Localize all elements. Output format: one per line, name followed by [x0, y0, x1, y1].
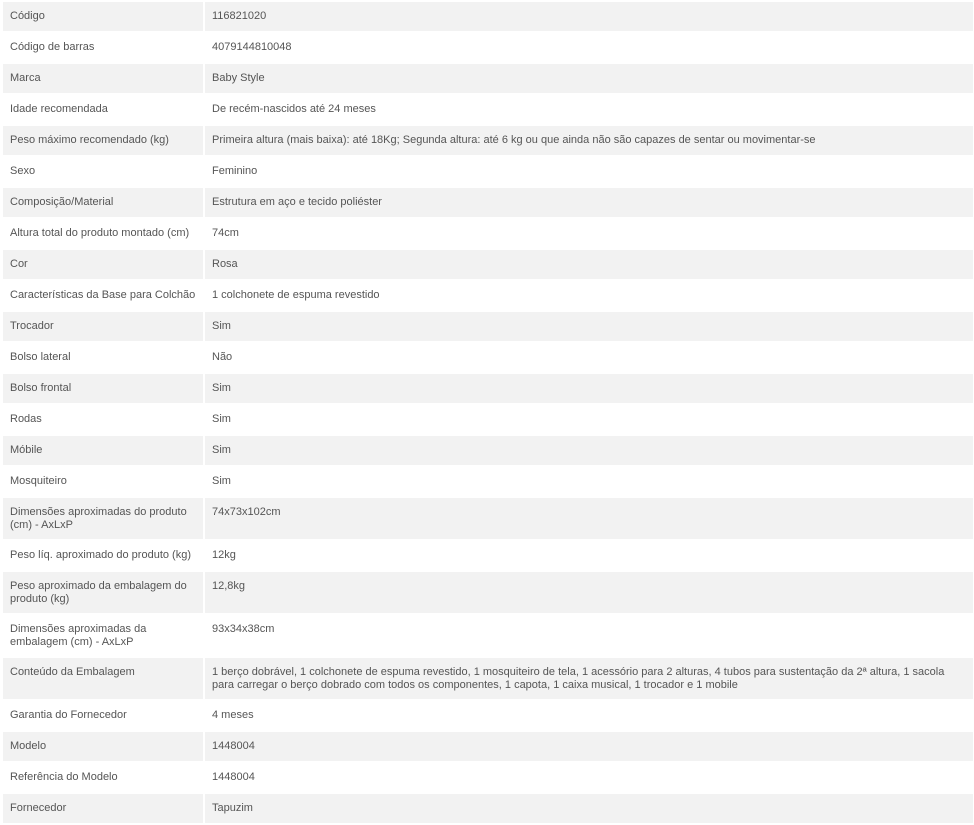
table-row [3, 794, 973, 823]
spec-value: Baby Style [205, 64, 973, 93]
table-row [3, 436, 973, 465]
spec-value: Rosa [205, 250, 973, 279]
spec-label: Sexo [3, 157, 205, 186]
table-row [3, 95, 973, 124]
spec-value: 12,8kg [205, 572, 973, 613]
spec-label: Rodas [3, 405, 205, 434]
spec-label: Cor [3, 250, 205, 279]
table-row [3, 33, 973, 62]
spec-value: Sim [205, 467, 973, 496]
spec-value: Feminino [205, 157, 973, 186]
table-row [3, 281, 973, 310]
spec-label: Peso líq. aproximado do produto (kg) [3, 541, 205, 570]
spec-label: Bolso frontal [3, 374, 205, 403]
spec-label: Trocador [3, 312, 205, 341]
table-row [3, 126, 973, 155]
spec-label: Móbile [3, 436, 205, 465]
product-spec-table [3, 0, 973, 825]
table-row [3, 541, 973, 570]
table-row [3, 64, 973, 93]
spec-label: Conteúdo da Embalagem [3, 658, 205, 699]
table-row [3, 2, 973, 31]
table-row [3, 343, 973, 372]
spec-label: Idade recomendada [3, 95, 205, 124]
spec-value: Primeira altura (mais baixa): até 18Kg; Segunda altura: até 6 kg ou que ainda não são capazes de sentar ou movimentar-se [205, 126, 973, 155]
spec-value: 116821020 [205, 2, 973, 31]
spec-value: Tapuzim [205, 794, 973, 823]
table-row [3, 498, 973, 539]
spec-label: Bolso lateral [3, 343, 205, 372]
spec-label: Composição/Material [3, 188, 205, 217]
spec-value: Não [205, 343, 973, 372]
spec-value: 12kg [205, 541, 973, 570]
table-row [3, 374, 973, 403]
spec-value: 93x34x38cm [205, 615, 973, 656]
table-row [3, 615, 973, 656]
table-row [3, 312, 973, 341]
spec-label: Referência do Modelo [3, 763, 205, 792]
spec-value: 74x73x102cm [205, 498, 973, 539]
spec-value: Estrutura em aço e tecido poliéster [205, 188, 973, 217]
spec-label: Modelo [3, 732, 205, 761]
spec-value: 74cm [205, 219, 973, 248]
table-row [3, 572, 973, 613]
spec-value: De recém-nascidos até 24 meses [205, 95, 973, 124]
spec-label: Peso máximo recomendado (kg) [3, 126, 205, 155]
spec-value: Sim [205, 436, 973, 465]
table-row [3, 467, 973, 496]
spec-label: Marca [3, 64, 205, 93]
spec-label: Dimensões aproximadas do produto (cm) - AxLxP [3, 498, 205, 539]
spec-label: Mosquiteiro [3, 467, 205, 496]
spec-label: Garantia do Fornecedor [3, 701, 205, 730]
spec-value: 1448004 [205, 732, 973, 761]
spec-value: Sim [205, 405, 973, 434]
table-row [3, 157, 973, 186]
table-row [3, 658, 973, 699]
spec-label: Fornecedor [3, 794, 205, 823]
table-row [3, 732, 973, 761]
spec-label: Peso aproximado da embalagem do produto (kg) [3, 572, 205, 613]
spec-value: 4 meses [205, 701, 973, 730]
spec-label: Características da Base para Colchão [3, 281, 205, 310]
table-row [3, 250, 973, 279]
spec-value: 4079144810048 [205, 33, 973, 62]
spec-label: Código de barras [3, 33, 205, 62]
table-row [3, 763, 973, 792]
spec-value: Sim [205, 374, 973, 403]
table-row [3, 405, 973, 434]
table-row [3, 188, 973, 217]
table-row [3, 701, 973, 730]
spec-value: 1448004 [205, 763, 973, 792]
spec-label: Altura total do produto montado (cm) [3, 219, 205, 248]
spec-label: Dimensões aproximadas da embalagem (cm) - AxLxP [3, 615, 205, 656]
table-row [3, 219, 973, 248]
spec-value: Sim [205, 312, 973, 341]
spec-label: Código [3, 2, 205, 31]
spec-value: 1 colchonete de espuma revestido [205, 281, 973, 310]
spec-value: 1 berço dobrável, 1 colchonete de espuma revestido, 1 mosquiteiro de tela, 1 acessório para 2 alturas, 4 tubos para sustentação da 2ª altura, 1 sacola para carregar o berço dobrado com todos os componentes, 1 capota, 1 caixa musical, 1 trocador e 1 mobile [205, 658, 973, 699]
